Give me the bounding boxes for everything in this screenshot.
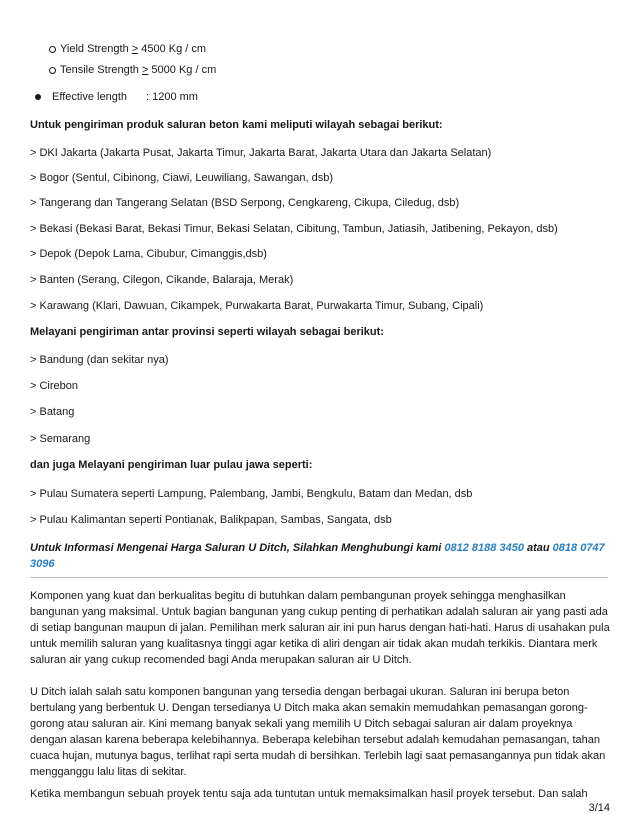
- province-item: > Bandung (dan sekitar nya): [30, 354, 169, 366]
- paragraph: U Ditch ialah salah satu komponen bangunan yang tersedia dengan berbagai ukuran. Saluran ini berupa beton bertulang yang berbentuk U. Dengan tersedianya U Ditch maka akan semakin memudahkan pemasangan gorong-gorong atau saluran air. Kini memang banyak sekali yang memilih U Ditch sebagai saluran air dalam proyeknya dengan alasan karena beberapa kelebihannya. Beberapa kelebihan tersebut adalah kemudahan pemasangan, tahan cuaca hujan, mutunya bagus, terlihat rapi serta mudah di bersihkan. Terlebih lagi saat pemasangannya pun tidak akan mengganggu lalu litas di sekitar.: [30, 686, 606, 778]
- shipping-heading: Untuk pengiriman produk saluran beton kami meliputi wilayah sebagai berikut:: [30, 119, 443, 131]
- region-item: > Depok (Depok Lama, Cibubur, Cimanggis,dsb): [30, 248, 267, 260]
- region-item: > Banten (Serang, Cilegon, Cikande, Balaraja, Merak): [30, 274, 294, 286]
- region-item: > Tangerang dan Tangerang Selatan (BSD Serpong, Cengkareng, Cikupa, Ciledug, dsb): [30, 197, 460, 209]
- filled-bullet-icon: [35, 94, 41, 100]
- section-divider: [30, 577, 608, 578]
- hollow-bullet-icon: [49, 67, 56, 74]
- island-item: > Pulau Sumatera seperti Lampung, Palembang, Jambi, Bengkulu, Batam dan Medan, dsb: [30, 488, 473, 500]
- page-number: 3/14: [588, 802, 610, 814]
- phone-link-1[interactable]: 0812 8188 3450: [444, 542, 524, 554]
- region-item: > DKI Jakarta (Jakarta Pusat, Jakarta Timur, Jakarta Barat, Jakarta Utara dan Jakarta Selatan): [30, 147, 492, 159]
- region-item: > Karawang (Klari, Dawuan, Cikampek, Purwakarta Barat, Purwakarta Timur, Subang, Cipali): [30, 300, 484, 312]
- spec-tensile-strength: Tensile Strength > 5000 Kg / cm: [60, 63, 216, 77]
- island-heading: dan juga Melayani pengiriman luar pulau jawa seperti:: [30, 459, 313, 471]
- region-item: > Bekasi (Bekasi Barat, Bekasi Timur, Bekasi Selatan, Cibitung, Tambun, Jatiasih, Jatibening, Pekayon, dsb): [30, 223, 558, 235]
- spec-yield-strength: Yield Strength > 4500 Kg / cm: [60, 42, 206, 56]
- paragraph: Komponen yang kuat dan berkualitas begitu di butuhkan dalam pembangunan proyek sehingga menghasilkan bangunan yang maksimal. Untuk bagian bangunan yang cukup penting di perhatikan adalah saluran air yang pasti ada di setiap bangunan maupun di jalan. Pemilihan merk saluran air ini pun harus dengan hati-hati. Harus di usahakan pula untuk memilih saluran yang kualitasnya tinggi agar ketika di aliri dengan air tidak akan mudah terkikis. Diantara merk saluran air yang cukup recomended bagi Anda merupakan saluran air U Ditch.: [30, 590, 610, 666]
- hollow-bullet-icon: [49, 46, 56, 53]
- phone-link-2[interactable]: 0818 0747 3096: [30, 542, 605, 570]
- paragraph: Ketika membangun sebuah proyek tentu saja ada tuntutan untuk memaksimalkan hasil proyek tersebut. Dan salah: [30, 788, 588, 800]
- contact-line: Untuk Informasi Mengenai Harga Saluran U Ditch, Silahkan Menghubungi kami 0812 8188 3450 atau 0818 0747 3096: [30, 542, 605, 570]
- document-page: Yield Strength > 4500 Kg / cm Tensile Strength > 5000 Kg / cm Effective length : 1200 mm Untuk pengiriman produk saluran beton kami meliputi wilayah sebagai berikut: > DKI Jakarta (Jakarta Pusat, Jakarta Timur, Jakarta Barat, Jakarta Utara dan Jakarta Selatan) > Bogor (Sentul, Cibinong, Ciawi, Leuwiliang, Sawangan, dsb) > Tangerang dan Tangerang Selatan (BSD Serpong, Cengkareng, Cikupa, Ciledug, dsb) > Bekasi (Bekasi Barat, Bekasi Timur, Bekasi Selatan, Cibitung, Tambun, Jatiasih, Jatibening, Pekayon, dsb) > Depok (Depok Lama, Cibubur, Cimanggis,dsb) > Banten (Serang, Cilegon, Cikande, Balaraja, Merak) > Karawang (Klari, Dawuan, Cikampek, Purwakarta Barat, Purwakarta Timur, Subang, Cipali) Melayani pengiriman antar provinsi seperti wilayah sebagai berikut: > Bandung (dan sekitar nya) > Cirebon > Batang > Semarang dan juga Melayani pengiriman luar pulau jawa seperti: > Pulau Sumatera seperti Lampung, Palembang, Jambi, Bengkulu, Batam dan Medan, dsb > Pulau Kalimantan seperti Pontianak, Balikpapan, Sambas, Sangata, dsb Untuk Informasi Mengenai Harga Saluran U Ditch, Silahkan Menghubungi kami 0812 8188 3450 atau 0818 0747 3096 Komponen yang kuat dan berkualitas begitu di butuhkan dalam pembangunan proyek sehingga menghasilkan bangunan yang maksimal. Untuk bagian bangunan yang cukup penting di perhatikan adalah saluran air yang pasti ada di setiap bangunan maupun di jalan. Pemilihan merk saluran air ini pun harus dengan hati-hati. Harus di usahakan pula untuk memilih saluran yang kualitasnya tinggi agar ketika di aliri dengan air tidak akan mudah terkikis. Diantara merk saluran air yang cukup recomended bagi Anda merupakan saluran air U Ditch. U Ditch ialah salah satu komponen bangunan yang tersedia dengan berbagai ukuran. Saluran ini berupa beton bertulang yang berbentuk U. Dengan tersedianya U Ditch maka akan semakin memudahkan pemasangan gorong-gorong atau saluran air. Kini memang banyak sekali yang memilih U Ditch sebagai saluran air dalam proyeknya dengan alasan karena beberapa kelebihannya. Beberapa kelebihan tersebut adalah kemudahan pemasangan, tahan cuaca hujan, mutunya bagus, terlihat rapi serta mudah di bersihkan. Terlebih lagi saat pemasangannya pun tidak akan mengganggu lalu litas di sekitar. Ketika membangun sebuah proyek tentu saja ada tuntutan untuk memaksimalkan hasil proyek tersebut. Dan salah 3/14: [30, 43, 610, 814]
- province-item: > Semarang: [30, 433, 91, 445]
- region-item: > Bogor (Sentul, Cibinong, Ciawi, Leuwiliang, Sawangan, dsb): [30, 172, 333, 184]
- island-item: > Pulau Kalimantan seperti Pontianak, Balikpapan, Sambas, Sangata, dsb: [30, 514, 392, 526]
- province-item: > Cirebon: [30, 380, 79, 392]
- province-item: > Batang: [30, 406, 75, 418]
- province-heading: Melayani pengiriman antar provinsi seperti wilayah sebagai berikut:: [30, 326, 384, 338]
